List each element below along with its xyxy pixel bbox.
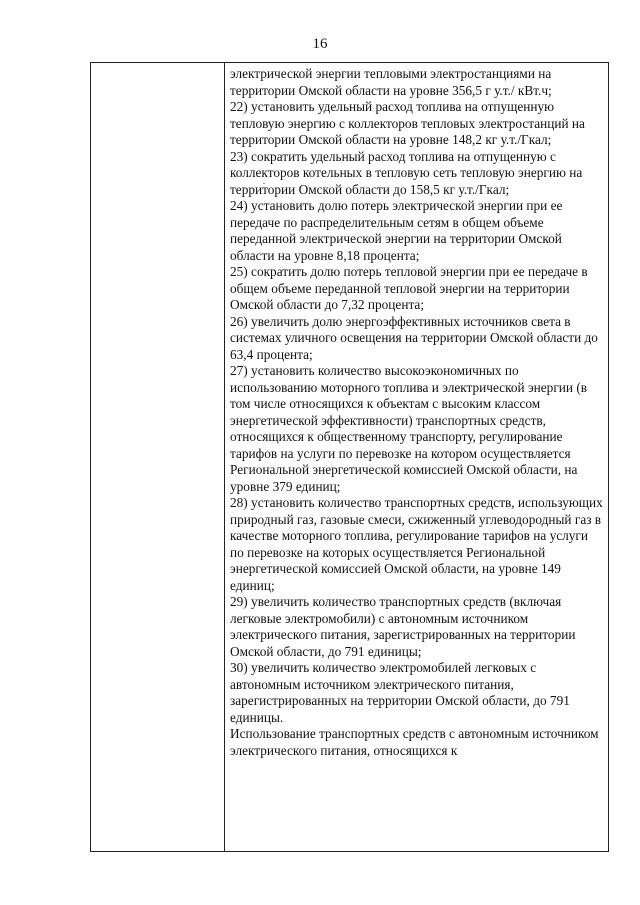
paragraph-24: 24) установить долю потерь электрической энергии при ее передаче по распределительным сетям в общем объеме переданной электрической энергии на территории Омской области на уровне 8,18 процента; <box>230 198 563 263</box>
paragraph-25: 25) сократить долю потерь тепловой энергии при ее передаче в общем объеме переданной тепловой энергии на территории Омской области до 7,32 процента; <box>230 264 588 312</box>
paragraph-28: 28) установить количество транспортных средств, использующих природный газ, газовые смеси, сжиженный углеводородный газ в качестве моторного топлива, регулирование тарифов на услуги по перевозке на которых осуществляется Региональной энергетической комиссией Омской области, на уровне 149 единиц; <box>230 495 603 593</box>
paragraph-29: 29) увеличить количество транспортных средств (включая легковые электромобили) с автономным источником электрического питания, зарегистрированных на территории Омской области, до 791 единицы; <box>230 594 576 659</box>
paragraph-23: 23) сократить удельный расход топлива на отпущенную с коллекторов котельных в тепловую сеть тепловую энергию на территории Омской области до 158,5 кг у.т./Гкал; <box>230 148 583 197</box>
document-table <box>90 62 609 852</box>
table-right-cell <box>225 63 608 851</box>
paragraph-closing: Использование транспортных средств с автономным источником электрического питания, относящихся к <box>230 726 599 758</box>
paragraph-27: 27) установить количество высокоэкономичных по использованию моторного топлива и электрической энергии (в том числе относящихся к объектам с высоким классом энергетической эффективности) транспортных средств, относящихся к общественному транспорту, регулирование тарифов на услуги по перевозке на котором осуществляется Региональной энергетической комиссией Омской области, на уровне 379 единиц; <box>230 363 588 494</box>
paragraph-26: 26) увеличить долю энергоэффективных источников света в системах уличного освещения на территории Омской области до 63,4 процента; <box>230 313 598 362</box>
table-left-cell <box>91 63 225 851</box>
paragraph-22: 22) установить удельный расход топлива на отпущенную тепловую энергию с коллекторов тепловых электростанций на территории Омской области на уровне 148,2 кг у.т./Гкал; <box>230 99 585 147</box>
paragraph-30: 30) увеличить количество электромобилей легковых с автономным источником электрического питания, зарегистрированных на территории Омской области, до 791 единицы. <box>230 660 570 725</box>
paragraph-21-continuation: электрической энергии тепловыми электростанциями на территории Омской области на уровне 356,5 г у.т./ кВт.ч; <box>230 66 552 98</box>
page-number: 16 <box>312 36 328 52</box>
